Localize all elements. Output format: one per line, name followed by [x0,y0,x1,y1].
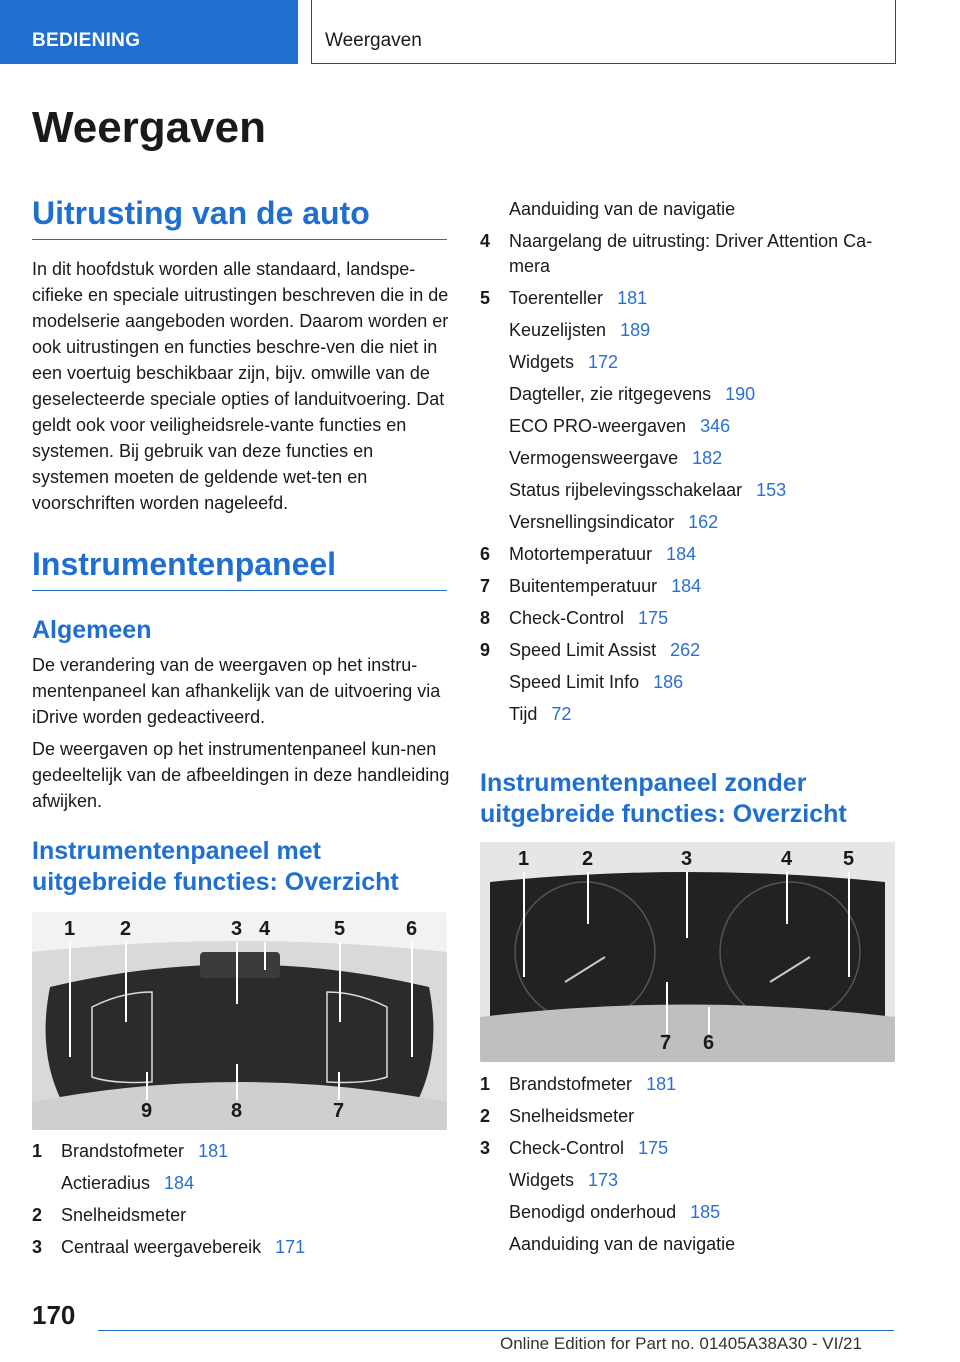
footer-edition: Online Edition for Part no. 01405A38A30 - VI/21 [500,1334,862,1353]
page-reference-link[interactable]: 182 [692,448,723,468]
page-reference-link[interactable]: 181 [646,1074,677,1094]
item-text: Naargelang de uitrusting: Driver Attention Ca- [509,231,873,251]
page-reference-link[interactable]: 175 [638,1138,669,1158]
item-number: 3 [32,1237,43,1257]
page-reference-link[interactable]: 173 [588,1170,619,1190]
page-reference-link[interactable]: 186 [653,672,684,692]
item-text: Status rijbelevingsschakelaar [509,480,743,500]
section-label: BEDIENING [32,30,141,51]
instrument-panel-basic-drawing [480,842,895,1062]
item-text: Benodigd onderhoud [509,1202,677,1222]
item-number: 8 [480,608,491,628]
list-item [480,445,900,477]
item-text: Keuzelijsten [509,320,607,340]
page-reference-link[interactable]: 181 [617,288,648,308]
item-text: Motortemperatuur [509,544,653,564]
item-text: Widgets [509,352,575,372]
list-item [480,1135,900,1167]
section-tab [0,0,298,64]
legend-list-extended-b [480,196,900,733]
fig2-label: 3 [681,848,693,870]
list-item [480,637,900,669]
page-reference-link[interactable]: 346 [700,416,731,436]
item-text: mera [509,256,551,276]
item-text: Aanduiding van de navigatie [509,1234,736,1254]
page-reference-link[interactable]: 175 [638,608,669,628]
fig2-label: 4 [781,848,793,870]
item-text: Check-Control [509,1138,625,1158]
page-reference-link[interactable]: 184 [666,544,697,564]
item-number: 2 [32,1205,43,1225]
item-text: Aanduiding van de navigatie [509,199,736,219]
fig1-label: 9 [141,1100,153,1122]
item-text: Vermogensweergave [509,448,679,468]
item-number: 5 [480,288,491,308]
list-item [480,669,900,701]
item-text: Snelheidsmeter [61,1205,187,1225]
list-item [480,541,900,573]
list-item [32,1138,452,1170]
item-number: 9 [480,640,491,660]
list-item [480,1231,900,1263]
item-number: 3 [480,1138,491,1158]
item-text: Snelheidsmeter [509,1106,635,1126]
item-text: Dagteller, zie ritgegevens [509,384,712,404]
list-item [480,1167,900,1199]
item-number: 2 [480,1106,491,1126]
page-reference-link[interactable]: 171 [275,1237,306,1257]
page-number: 170 [32,1300,76,1330]
fig2-label: 2 [582,848,594,870]
list-item [480,1071,900,1103]
list-item [480,317,900,349]
list-item [480,228,900,253]
item-text: Speed Limit Assist [509,640,657,660]
fig1-label: 2 [120,918,132,940]
item-text: Check-Control [509,608,625,628]
page-reference-link[interactable]: 262 [670,640,701,660]
list-item [480,285,900,317]
page-reference-link[interactable]: 172 [588,352,619,372]
instrument-panel-extended-drawing [32,912,447,1130]
list-item [480,477,900,509]
page-title: Weergaven [32,103,266,152]
list-item [32,1202,452,1234]
item-text: Versnellingsindicator [509,512,675,532]
instrument-panel-extended-image [32,912,447,1130]
list-item [480,605,900,637]
item-text: Brandstofmeter [61,1141,185,1161]
page-reference-link[interactable]: 72 [551,704,572,724]
heading-equipment: Uitrusting van de auto [32,195,447,240]
fig1-label: 7 [333,1100,345,1122]
page-reference-link[interactable]: 190 [725,384,756,404]
list-item [480,413,900,445]
fig1-label: 8 [231,1100,243,1122]
item-text: Actieradius [61,1173,151,1193]
list-item [480,381,900,413]
heading-general: Algemeen [32,616,152,644]
page-reference-link[interactable]: 189 [620,320,651,340]
item-text: Speed Limit Info [509,672,640,692]
page-reference-link[interactable]: 162 [688,512,719,532]
page-reference-link[interactable]: 184 [671,576,702,596]
list-item [480,1199,900,1231]
list-item [32,1170,452,1202]
item-number: 1 [480,1074,491,1094]
topic-label: Weergaven [325,30,422,51]
item-text: Toerenteller [509,288,604,308]
fig1-label: 5 [334,918,346,940]
item-text: Tijd [509,704,538,724]
fig2-label: 1 [518,848,530,870]
page-reference-link[interactable]: 153 [756,480,787,500]
page-reference-link[interactable]: 184 [164,1173,195,1193]
item-text: Buitentemperatuur [509,576,658,596]
fig1-label: 4 [259,918,271,940]
list-item [480,196,900,228]
fig2-label: 6 [703,1032,715,1054]
page-reference-link[interactable]: 181 [198,1141,229,1161]
item-number: 4 [480,231,491,251]
list-item [480,701,900,733]
footer-rule [98,1330,894,1331]
instrument-panel-basic-image [480,842,895,1062]
list-item [480,253,900,285]
list-item [32,1234,452,1266]
fig2-label: 7 [660,1032,672,1054]
list-item [480,573,900,605]
item-number: 7 [480,576,491,596]
item-number: 6 [480,544,491,564]
page-reference-link[interactable]: 185 [690,1202,721,1222]
topic-header [311,0,896,64]
item-number: 1 [32,1141,43,1161]
item-text: ECO PRO-weergaven [509,416,687,436]
item-text: Widgets [509,1170,575,1190]
list-item [480,1103,900,1135]
list-item [480,349,900,381]
intro-paragraph: In dit hoofdstuk worden alle standaard, landspe-cifieke en speciale uitrustingen beschreven die in de modelserie aangeboden worden. Daarom worden er ook uitrustingen en functies beschre-ven die niet in een voertuig beschikbaar zijn, bijv. omwille van de geselecteerde speciale opties of landuitvoering. Dat geldt ook voor veiligheidsrele-vante functies en systemen. Bij gebruik van deze functies en systemen moeten de geldende wet-ten en voorschriften worden nageleefd. [32,259,449,513]
item-text: Centraal weergavebereik [61,1237,262,1257]
fig1-label: 3 [231,918,243,940]
legend-list-basic [480,1071,900,1263]
fig1-label: 6 [406,918,418,940]
general-paragraph-1: De verandering van de weergaven op het instru-mentenpaneel kan afhankelijk van de uitvoering via iDrive worden gedeactiveerd. [32,655,441,727]
list-item [480,509,900,541]
fig1-label: 1 [64,918,76,940]
general-paragraph-2: De weergaven op het instrumentenpaneel kun-nen gedeeltelijk van de afbeeldingen in deze handleiding afwijken. [32,739,450,811]
heading-basic-overview: Instrumentenpaneel zonder uitgebreide functies: Overzicht [480,769,847,828]
legend-list-extended-a [32,1138,452,1266]
fig2-label: 5 [843,848,855,870]
heading-extended-overview: Instrumentenpaneel met uitgebreide functies: Overzicht [32,837,399,896]
item-text: Brandstofmeter [509,1074,633,1094]
heading-instrument-panel: Instrumentenpaneel [32,546,447,591]
